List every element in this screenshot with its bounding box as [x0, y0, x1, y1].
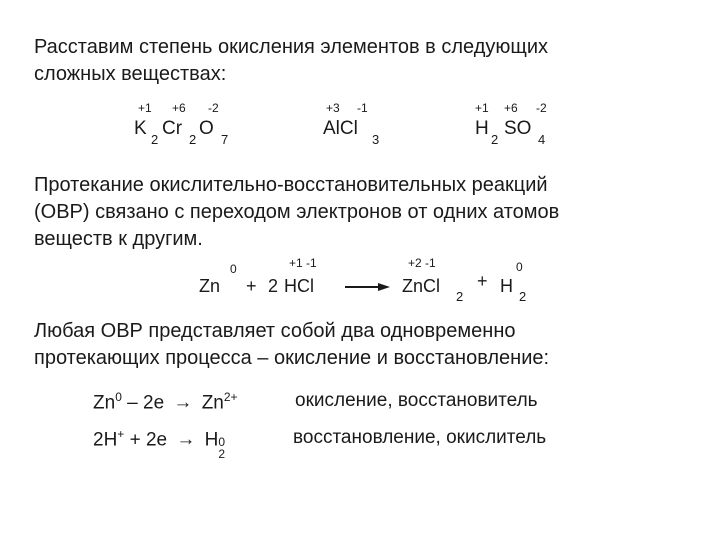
eq2-sup-0: 0 — [218, 435, 226, 450]
half-reaction-reduction — [93, 427, 230, 462]
ox-state-k: +1 — [138, 101, 152, 115]
subscript-cr: 2 — [189, 132, 197, 147]
product-h: H — [500, 276, 513, 296]
eq2-2h: 2H — [93, 429, 118, 451]
ox-state-zncl: +2 -1 — [408, 256, 436, 270]
eq1-minus-2e: – 2e — [121, 392, 170, 414]
reactant-hcl: HCl — [284, 276, 314, 296]
half-reaction-oxidation — [93, 390, 238, 414]
ox-state-s: +6 — [504, 101, 518, 115]
subscript-h2: 2 — [519, 289, 527, 304]
ox-state-o2: -2 — [536, 101, 547, 115]
coefficient-2: 2 — [268, 276, 279, 296]
eq1-zn2: Zn — [196, 392, 224, 414]
product-zncl: ZnCl — [402, 276, 441, 296]
redox-line-2: (ОВР) связано с переходом электронов от одних атомов — [34, 201, 560, 223]
subscript-o: 7 — [221, 132, 229, 147]
ox-state-al: +3 — [326, 101, 340, 115]
redox-line-1: Протекание окислительно-восстановительных реакций — [34, 174, 548, 196]
process-line-1: Любая ОВР представляет собой два одновременно — [34, 320, 516, 342]
plus-sign-2: + — [477, 271, 488, 291]
ox-state-o: -2 — [208, 101, 219, 115]
eq1-label: окисление, восстановитель — [295, 390, 538, 411]
ox-state-cr: +6 — [172, 101, 186, 115]
eq1-arrow-icon: → — [173, 392, 193, 414]
ox-state-cl: -1 — [357, 101, 368, 115]
process-line-2: протекающих процесса – окисление и восстановление: — [34, 347, 550, 369]
element-k: K — [134, 118, 147, 139]
eq1-zn: Zn — [93, 392, 116, 414]
eq2-h: H — [199, 429, 219, 451]
reactant-zn: Zn — [199, 276, 221, 296]
subscript-so: 4 — [538, 132, 546, 147]
element-so: SO — [504, 118, 532, 139]
eq2-sub-2: 2 — [218, 447, 226, 462]
ox-state-hcl: +1 -1 — [289, 256, 317, 270]
element-alcl: AlCl — [323, 118, 358, 139]
reaction-arrow-head — [378, 281, 390, 293]
ox-state-h2: 0 — [516, 260, 523, 274]
ox-state-zn: 0 — [230, 262, 237, 276]
eq1-sup-2plus: 2+ — [223, 390, 238, 404]
eq1-sup-0: 0 — [115, 390, 122, 404]
intro-line-2: сложных веществах: — [34, 63, 227, 85]
subscript-zncl: 2 — [456, 289, 464, 304]
plus-sign-1: + — [246, 276, 257, 296]
redox-line-3: веществ к другим. — [34, 228, 203, 250]
element-cr: Cr — [162, 118, 183, 139]
intro-line-1: Расставим степень окисления элементов в следующих — [34, 36, 548, 58]
eq2-arrow-icon: → — [176, 429, 196, 451]
element-o: O — [199, 118, 214, 139]
eq2-plus-2e: + 2e — [124, 429, 173, 451]
element-h: H — [475, 118, 489, 139]
eq2-sup-plus: + — [117, 427, 125, 441]
eq2-label: восстановление, окислитель — [293, 427, 547, 448]
subscript-k: 2 — [151, 132, 159, 147]
ox-state-h: +1 — [475, 101, 489, 115]
subscript-cl: 3 — [372, 132, 380, 147]
subscript-h: 2 — [491, 132, 499, 147]
